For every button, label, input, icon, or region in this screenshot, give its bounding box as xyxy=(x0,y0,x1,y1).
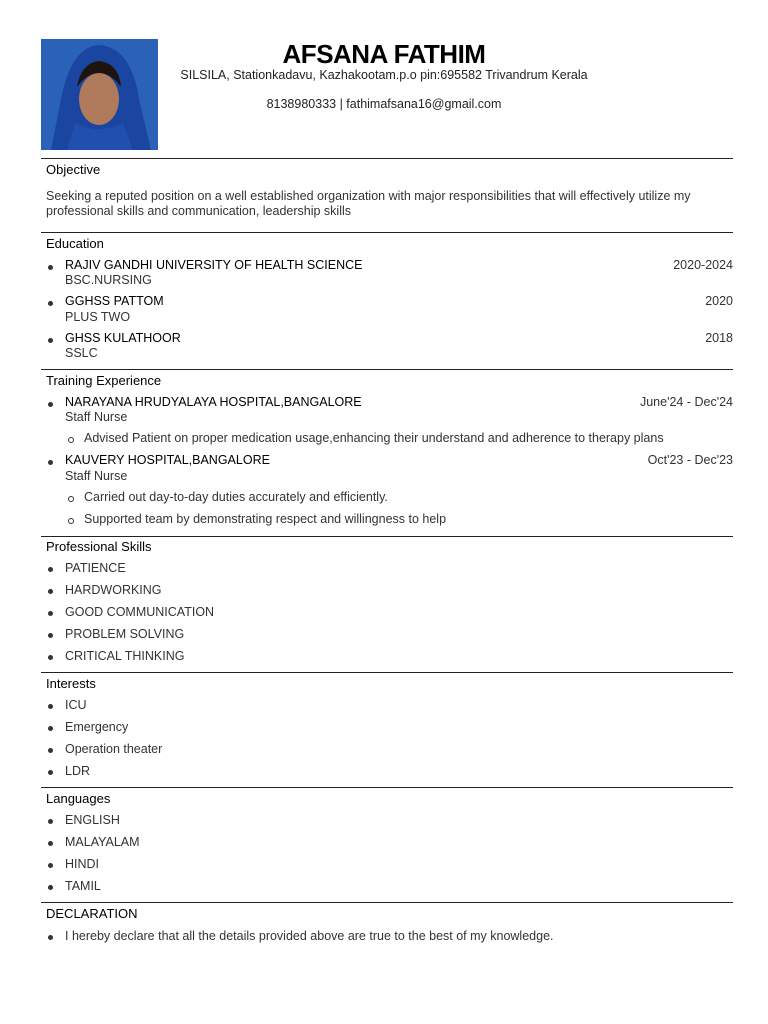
bullet-icon xyxy=(48,633,53,638)
interest-item: Operation theater xyxy=(65,742,163,756)
sub-bullet-icon xyxy=(68,496,74,502)
bullet-icon xyxy=(48,819,53,824)
education-school: GGHSS PATTOM xyxy=(65,294,164,308)
section-divider xyxy=(41,369,733,370)
candidate-name: AFSANA FATHIM xyxy=(282,39,486,69)
language-item: MALAYALAM xyxy=(65,835,140,849)
bullet-icon xyxy=(48,589,53,594)
training-org: NARAYANA HRUDYALAYA HOSPITAL,BANGALORE xyxy=(65,395,362,409)
section-title-objective: Objective xyxy=(46,162,101,177)
bullet-icon xyxy=(48,748,53,753)
language-item: ENGLISH xyxy=(65,813,120,827)
skill-item: HARDWORKING xyxy=(65,583,162,597)
education-degree: SSLC xyxy=(65,346,98,360)
training-role: Staff Nurse xyxy=(65,410,128,424)
objective-text: Seeking a reputed position on a well established organization with major responsibilities that will effectively utilize my professional skills and communication, leadership skills xyxy=(46,189,691,218)
bullet-icon xyxy=(48,726,53,731)
bullet-icon xyxy=(48,402,53,407)
education-date: 2018 xyxy=(705,331,733,345)
interest-item: ICU xyxy=(65,698,87,712)
address: SILSILA, Stationkadavu, Kazhakootam.p.o pin:695582 Trivandrum Kerala xyxy=(180,68,588,82)
interest-item: Emergency xyxy=(65,720,129,734)
bullet-icon xyxy=(48,655,53,660)
contact-info: 8138980333 | fathimafsana16@gmail.com xyxy=(266,97,502,111)
bullet-icon xyxy=(48,301,53,306)
bullet-icon xyxy=(48,611,53,616)
section-title-training: Training Experience xyxy=(46,373,162,388)
language-item: TAMIL xyxy=(65,879,101,893)
section-divider xyxy=(41,536,733,537)
bullet-icon xyxy=(48,567,53,572)
skill-item: CRITICAL THINKING xyxy=(65,649,185,663)
education-degree: PLUS TWO xyxy=(65,310,131,324)
section-title-declaration: DECLARATION xyxy=(46,906,138,921)
bullet-icon xyxy=(48,265,53,270)
training-date: Oct'23 - Dec'23 xyxy=(647,453,733,467)
bullet-icon xyxy=(48,863,53,868)
education-degree: BSC.NURSING xyxy=(65,273,152,287)
skill-item: PATIENCE xyxy=(65,561,126,575)
section-divider xyxy=(41,158,733,159)
bullet-icon xyxy=(48,935,53,940)
bullet-icon xyxy=(48,704,53,709)
section-divider xyxy=(41,672,733,673)
skill-item: PROBLEM SOLVING xyxy=(65,627,185,641)
training-point: Advised Patient on proper medication usage,enhancing their understand and adherence to therapy plans xyxy=(84,431,664,445)
bullet-icon xyxy=(48,770,53,775)
section-divider xyxy=(41,787,733,788)
declaration-text: I hereby declare that all the details provided above are true to the best of my knowledge. xyxy=(65,929,554,943)
section-title-skills: Professional Skills xyxy=(46,539,152,554)
education-school: RAJIV GANDHI UNIVERSITY OF HEALTH SCIENCE xyxy=(65,258,363,272)
bullet-icon xyxy=(48,338,53,343)
education-date: 2020 xyxy=(705,294,733,308)
training-point: Carried out day-to-day duties accurately and efficiently. xyxy=(84,490,388,504)
bullet-icon xyxy=(48,460,53,465)
section-title-education: Education xyxy=(46,236,104,251)
training-role: Staff Nurse xyxy=(65,469,128,483)
training-org: KAUVERY HOSPITAL,BANGALORE xyxy=(65,453,270,467)
section-divider xyxy=(41,232,733,233)
training-date: June'24 - Dec'24 xyxy=(639,395,733,409)
bullet-icon xyxy=(48,841,53,846)
education-school: GHSS KULATHOOR xyxy=(65,331,181,345)
sub-bullet-icon xyxy=(68,518,74,524)
interest-item: LDR xyxy=(65,764,91,778)
bullet-icon xyxy=(48,885,53,890)
education-date: 2020-2024 xyxy=(673,258,733,272)
language-item: HINDI xyxy=(65,857,100,871)
section-title-languages: Languages xyxy=(46,791,111,806)
skill-item: GOOD COMMUNICATION xyxy=(65,605,215,619)
training-point: Supported team by demonstrating respect and willingness to help xyxy=(84,512,447,526)
sub-bullet-icon xyxy=(68,437,74,443)
section-divider xyxy=(41,902,733,903)
section-title-interests: Interests xyxy=(46,676,96,691)
